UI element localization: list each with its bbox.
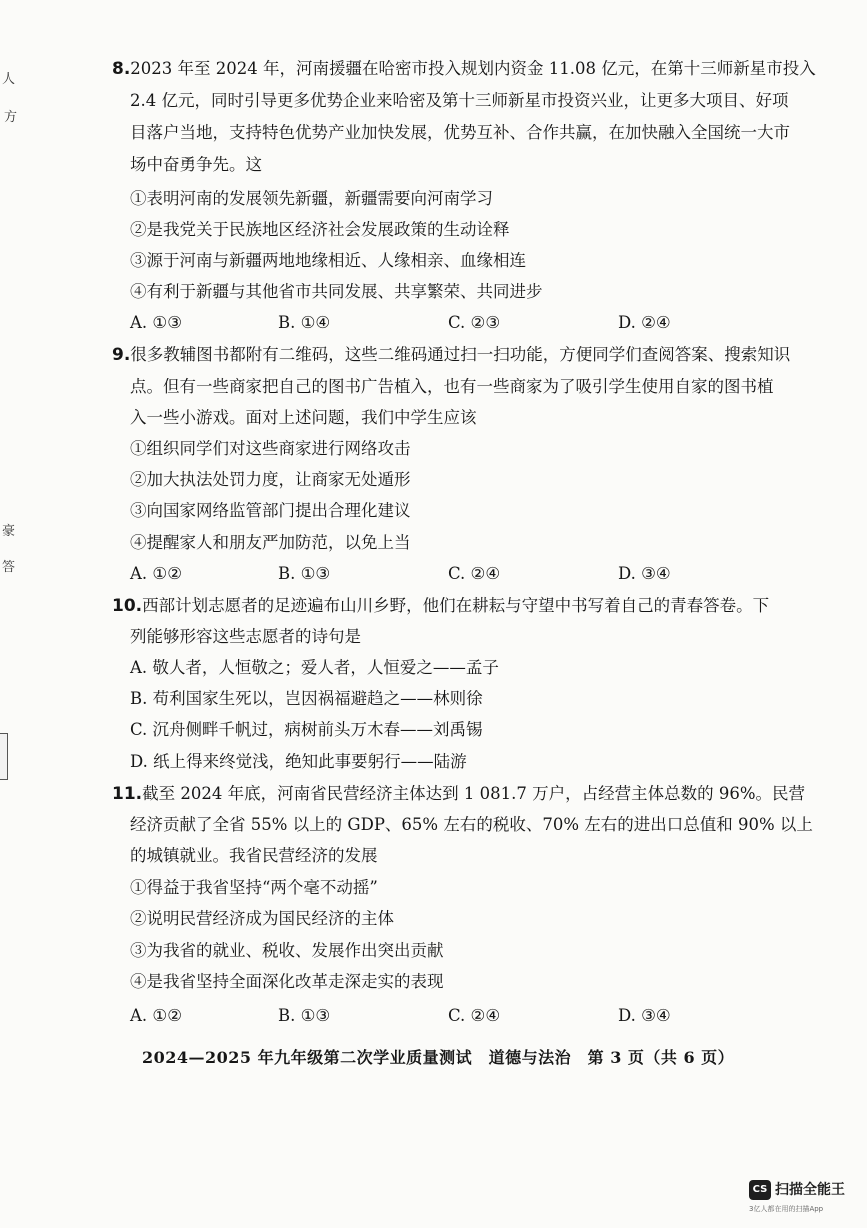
option: B. ①③	[278, 564, 331, 583]
option: A. ①②	[130, 564, 182, 583]
statement: ①得益于我省坚持“两个毫不动摇”	[130, 878, 378, 897]
answer-options	[130, 563, 730, 585]
question-8-stem: 目落户当地，支持特色优势产业加快发展，优势互补、合作共赢，在加快融入全国统一大市	[130, 123, 790, 142]
scanner-app-name: 扫描全能王	[775, 1182, 845, 1198]
option: D. ③④	[618, 1006, 671, 1025]
choice: A. 敬人者，人恒敬之；爱人者，人恒爱之——孟子	[130, 658, 499, 677]
statement: ③为我省的就业、税收、发展作出突出贡献	[130, 941, 444, 960]
question-11-stem: 经济贡献了全省 55% 以上的 GDP、65% 左右的税收、70% 左右的进出口总值和 90% 以上	[130, 815, 813, 834]
scanner-watermark	[749, 1178, 849, 1218]
statement: ④是我省坚持全面深化改革走深走实的表现	[130, 972, 444, 991]
option: C. ②④	[448, 564, 501, 583]
statement: ①表明河南的发展领先新疆，新疆需要向河南学习	[130, 189, 493, 208]
option: D. ③④	[618, 564, 671, 583]
question-8-stem: 场中奋勇争先。这	[130, 155, 262, 174]
statement: ④有利于新疆与其他省市共同发展、共享繁荣、共同进步	[130, 282, 543, 301]
option: A. ①②	[130, 1006, 182, 1025]
camscanner-logo-icon: CS	[749, 1180, 771, 1200]
answer-options	[130, 312, 730, 334]
margin-char: 豪	[2, 524, 16, 539]
choice: C. 沉舟侧畔千帆过，病树前头万木春——刘禹锡	[130, 720, 483, 739]
scanner-tagline: 3亿人都在用的扫描App	[749, 1205, 824, 1213]
page-footer: 2024—2025 年九年级第二次学业质量测试 道德与法治 第 3 页（共 6 页）	[142, 1048, 735, 1067]
option: B. ①③	[278, 1006, 331, 1025]
question-10-stem: 10.西部计划志愿者的足迹遍布山川乡野，他们在耕耘与守望中书写着自己的青春答卷。下	[112, 596, 770, 616]
question-10-stem: 列能够形容这些志愿者的诗句是	[130, 627, 361, 646]
statement: ④提醒家人和朋友严加防范，以免上当	[130, 533, 411, 552]
statement: ②说明民营经济成为国民经济的主体	[130, 909, 394, 928]
statement: ②加大执法处罚力度，让商家无处遁形	[130, 470, 411, 489]
question-number: 10.	[112, 596, 143, 616]
question-number: 9.	[112, 345, 131, 365]
question-8-stem: 8.2023 年至 2024 年，河南援疆在哈密市投入规划内资金 11.08 亿元，在第十三师新星市投入	[112, 59, 816, 79]
question-11-stem: 的城镇就业。我省民营经济的发展	[130, 846, 378, 865]
margin-char: 人	[2, 72, 16, 87]
option: B. ①④	[278, 313, 331, 332]
choice: B. 苟利国家生死以，岂因祸福避趋之——林则徐	[130, 689, 483, 708]
option: D. ②④	[618, 313, 671, 332]
statement: ②是我党关于民族地区经济社会发展政策的生动诠释	[130, 220, 510, 239]
option: C. ②④	[448, 1006, 501, 1025]
option: C. ②③	[448, 313, 501, 332]
margin-char: 答	[2, 560, 16, 575]
statement: ③向国家网络监管部门提出合理化建议	[130, 501, 411, 520]
binding-edge-mark	[0, 733, 8, 780]
question-9-stem: 9.很多教辅图书都附有二维码，这些二维码通过扫一扫功能，方便同学们查阅答案、搜索知识	[112, 345, 791, 365]
answer-options	[130, 1005, 730, 1027]
choice: D. 纸上得来终觉浅，绝知此事要躬行——陆游	[130, 752, 467, 771]
question-number: 11.	[112, 784, 143, 804]
question-9-stem: 入一些小游戏。面对上述问题，我们中学生应该	[130, 408, 477, 427]
question-number: 8.	[112, 59, 131, 79]
option: A. ①③	[130, 313, 182, 332]
statement: ③源于河南与新疆两地地缘相近、人缘相亲、血缘相连	[130, 251, 526, 270]
question-9-stem: 点。但有一些商家把自己的图书广告植入，也有一些商家为了吸引学生使用自家的图书植	[130, 377, 774, 396]
statement: ①组织同学们对这些商家进行网络攻击	[130, 439, 411, 458]
question-11-stem: 11.截至 2024 年底，河南省民营经济主体达到 1 081.7 万户，占经营主体总数的 96%。民营	[112, 784, 805, 804]
margin-char: 方	[4, 110, 18, 125]
question-8-stem: 2.4 亿元，同时引导更多优势企业来哈密及第十三师新星市投资兴业，让更多大项目、好项	[130, 91, 789, 110]
